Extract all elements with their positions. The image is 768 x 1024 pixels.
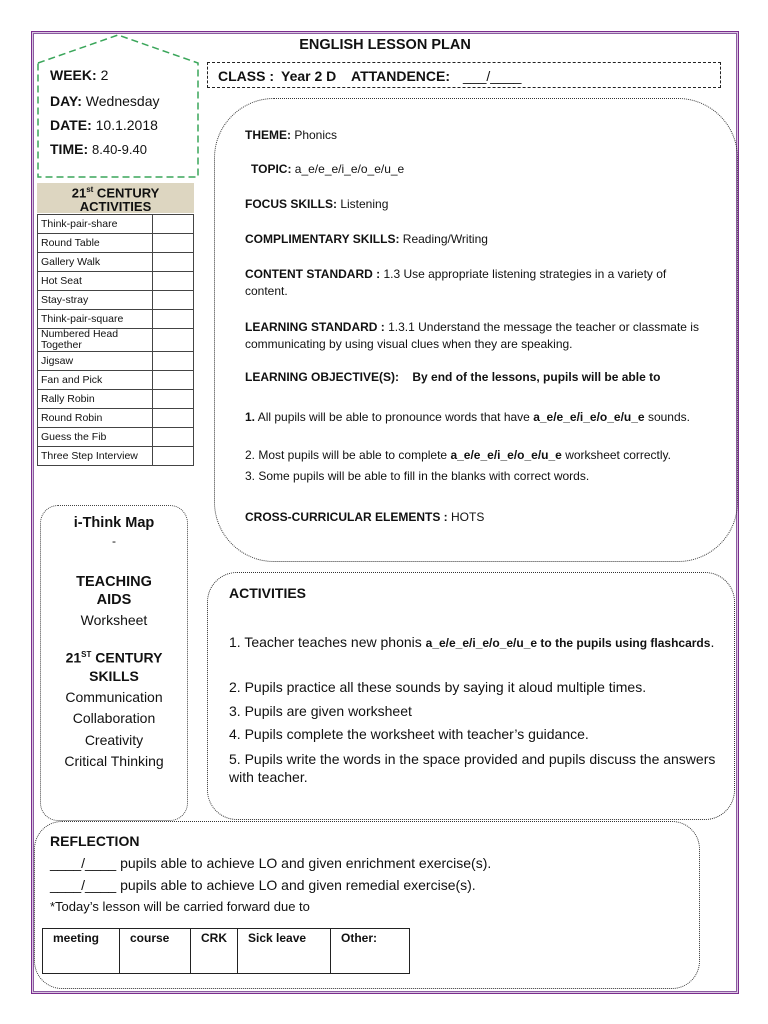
focus-value: Listening [337, 197, 389, 211]
activity-name: Rally Robin [38, 390, 153, 409]
cross-label: CROSS-CURRICULAR ELEMENTS : [245, 510, 448, 524]
learning-standard [245, 319, 705, 353]
objective-2 [245, 448, 671, 462]
skill-item: Critical Thinking [64, 753, 164, 770]
time-value: 8.40-9.40 [92, 142, 147, 157]
activity-check-cell[interactable] [153, 310, 194, 329]
objective-1-bold: a_e/e_e/i_e/o_e/u_e [533, 410, 645, 424]
content-label: CONTENT STANDARD : [245, 267, 381, 281]
objective-3: 3. Some pupils will be able to fill in the blanks with correct words. [245, 469, 590, 483]
class-value: Year 2 D [281, 68, 337, 84]
learning-value: 1.3.1 Understand the message the teacher or classmate is communicating by using visual clues when they are speaking. [245, 320, 699, 351]
objective-1 [245, 410, 705, 425]
activity-row [38, 215, 194, 234]
activity-row [38, 447, 194, 466]
reflection-line-3: *Today’s lesson will be carried forward due to [50, 899, 310, 914]
theme-value: Phonics [291, 128, 338, 142]
activity-row [38, 428, 194, 447]
activity-check-cell[interactable] [153, 428, 194, 447]
cross-curricular [245, 510, 484, 524]
reflection-line-1: ____/____ pupils able to achieve LO and given enrichment exercise(s). [50, 855, 492, 871]
activity-step-1-tail: . [710, 634, 715, 650]
objective-label: LEARNING OBJECTIVE(S): [245, 370, 400, 384]
activity-row [38, 253, 194, 272]
activities-header-sup: st [86, 185, 94, 194]
focus-label: FOCUS SKILLS: [245, 197, 337, 211]
activities-header-prefix: 21 [71, 185, 87, 201]
activity-name: Guess the Fib [38, 428, 153, 447]
activity-check-cell[interactable] [153, 447, 194, 466]
content-value: 1.3 Use appropriate listening strategies in a variety of content. [245, 267, 667, 298]
activity-check-cell[interactable] [153, 371, 194, 390]
activity-row [38, 329, 194, 352]
activity-step-3: 3. Pupils are given worksheet [229, 703, 412, 719]
activity-name: Gallery Walk [38, 253, 153, 272]
focus-row [245, 197, 388, 211]
activity-row [38, 291, 194, 310]
activity-name: Numbered Head Together [38, 329, 153, 352]
page-title: ENGLISH LESSON PLAN [299, 37, 471, 53]
reflection-reasons-table [42, 928, 410, 974]
objective-1-text: All pupils will be able to pronounce words that have [255, 410, 534, 424]
week-label: WEEK: [50, 67, 97, 83]
activity-row [38, 310, 194, 329]
ithink-title: i-Think Map [73, 515, 155, 531]
activities-header-line2: ACTIVITIES [79, 199, 152, 215]
skill-item: Collaboration [72, 710, 156, 727]
week-row [50, 67, 108, 83]
activity-step-1-text: 1. Teacher teaches new phonis [229, 634, 426, 650]
skill-item: Communication [65, 688, 163, 705]
time-label: TIME: [50, 141, 89, 157]
activity-name: Three Step Interview [38, 447, 153, 466]
activity-check-cell[interactable] [153, 352, 194, 371]
skills-list [41, 687, 187, 773]
activities-header-line1: CENTURY [93, 185, 160, 201]
activity-name: Round Table [38, 234, 153, 253]
activity-row [38, 409, 194, 428]
side-panel [40, 505, 188, 821]
activity-row [38, 390, 194, 409]
class-bar [207, 62, 721, 88]
cross-value: HOTS [447, 510, 485, 524]
topic-label: TOPIC: [251, 162, 292, 176]
topic-row [251, 162, 404, 176]
activity-name: Round Robin [38, 409, 153, 428]
objective-2-tail: worksheet correctly. [561, 448, 672, 462]
objective-1-tail: sounds. [644, 410, 690, 424]
date-value: 10.1.2018 [95, 117, 158, 133]
activity-check-cell[interactable] [153, 409, 194, 428]
activity-check-cell[interactable] [153, 390, 194, 409]
comp-value: Reading/Writing [399, 232, 488, 246]
date-label: DATE: [50, 117, 92, 133]
theme-row [245, 128, 337, 142]
activity-row [38, 352, 194, 371]
activity-step-2: 2. Pupils practice all these sounds by saying it aloud multiple times. [229, 679, 647, 695]
week-value: 2 [100, 67, 109, 83]
activity-name: Think-pair-share [38, 215, 153, 234]
topic-value: a_e/e_e/i_e/o_e/u_e [291, 162, 405, 176]
activity-step-5: 5. Pupils write the words in the space provided and pupils discuss the answers with teacher. [229, 751, 716, 785]
skills-title-text: CENTURY SKILLS [89, 649, 163, 684]
activity-name: Stay-stray [38, 291, 153, 310]
activities-table [37, 214, 194, 466]
reflection-reason-cell[interactable]: CRK [191, 929, 238, 974]
activity-check-cell[interactable] [153, 215, 194, 234]
day-label: DAY: [50, 93, 82, 109]
activity-check-cell[interactable] [153, 234, 194, 253]
attendance-value: ___/____ [463, 68, 522, 84]
activity-row [38, 272, 194, 291]
date-row [50, 117, 158, 133]
skills-prefix: 21 [65, 649, 82, 666]
ithink-value: - [112, 534, 116, 548]
activity-step-4: 4. Pupils complete the worksheet with teacher’s guidance. [229, 726, 589, 742]
activity-row [38, 234, 194, 253]
comp-label: COMPLIMENTARY SKILLS: [245, 232, 400, 246]
objective-1-num: 1. [245, 410, 256, 424]
reflection-title: REFLECTION [50, 833, 140, 849]
learning-label: LEARNING STANDARD : [245, 320, 385, 334]
reflection-reason-cell[interactable]: course [120, 929, 191, 974]
activity-name: Think-pair-square [38, 310, 153, 329]
content-standard [245, 266, 705, 300]
activity-check-cell[interactable] [153, 291, 194, 310]
objective-2-text: 2. Most pupils will be able to complete [245, 448, 451, 462]
reflection-reason-cell[interactable]: Other: [331, 929, 410, 974]
activity-check-cell[interactable] [153, 272, 194, 291]
reflection-line-2: ____/____ pupils able to achieve LO and given remedial exercise(s). [50, 877, 476, 893]
day-row [50, 93, 159, 109]
skill-item: Creativity [84, 731, 144, 748]
day-value: Wednesday [85, 93, 160, 109]
skills-title [59, 646, 169, 685]
skills-sup: ST [81, 650, 92, 659]
comp-row [245, 232, 488, 246]
class-label: CLASS : [218, 68, 274, 84]
activity-step-1-bold: a_e/e_e/i_e/o_e/u_e to the pupils using flashcards [425, 636, 711, 650]
time-row [50, 141, 147, 157]
activity-step-1 [229, 632, 719, 653]
activity-name: Jigsaw [38, 352, 153, 371]
activity-name: Fan and Pick [38, 371, 153, 390]
aids-title: TEACHING AIDS [76, 574, 152, 608]
attendance-label: ATTANDENCE: [351, 68, 451, 84]
activity-row [38, 371, 194, 390]
activities-title: ACTIVITIES [229, 585, 307, 601]
theme-label: THEME: [245, 128, 291, 142]
activity-check-cell[interactable] [153, 329, 194, 352]
objective-2-bold: a_e/e_e/i_e/o_e/u_e [450, 448, 562, 462]
objective-value: By end of the lessons, pupils will be able to [412, 370, 661, 384]
objective-row [245, 370, 660, 384]
reflection-reason-cell[interactable]: meeting [43, 929, 120, 974]
activity-name: Hot Seat [38, 272, 153, 291]
reflection-reason-cell[interactable]: Sick leave [238, 929, 331, 974]
activity-check-cell[interactable] [153, 253, 194, 272]
activities-header [37, 183, 194, 213]
aids-value: Worksheet [80, 612, 148, 628]
